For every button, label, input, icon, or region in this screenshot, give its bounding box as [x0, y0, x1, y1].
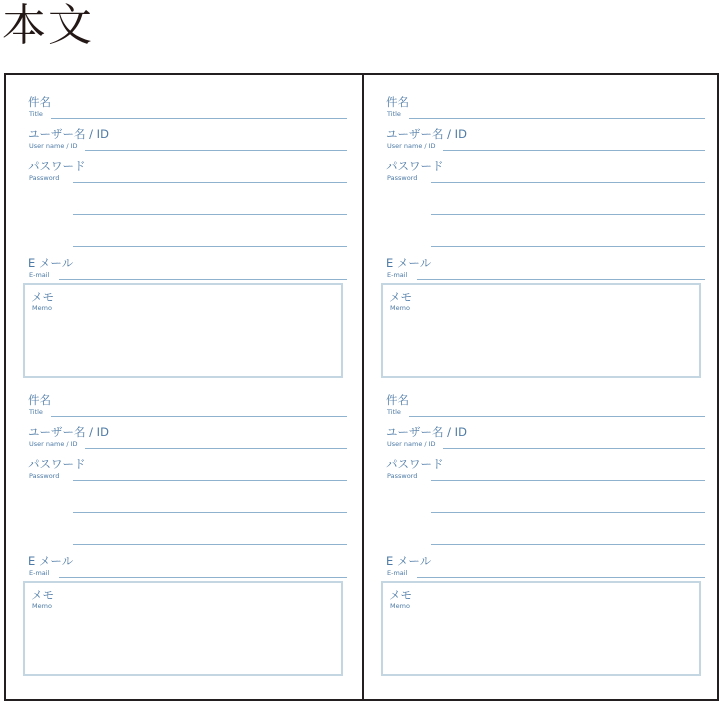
password-label-en: Password — [387, 174, 418, 182]
password-extra-line[interactable] — [431, 512, 705, 513]
memo-box[interactable] — [23, 581, 343, 676]
memo-label-en: Memo — [390, 602, 410, 610]
email-label-en: E-mail — [387, 271, 408, 279]
user-name-field[interactable] — [385, 128, 705, 152]
page-heading: 本文 — [2, 0, 94, 51]
password-entry-block — [364, 83, 720, 381]
email-field[interactable] — [27, 257, 347, 281]
password-extra-line[interactable] — [431, 246, 705, 247]
password-label-en: Password — [387, 472, 418, 480]
memo-label: メモ — [31, 588, 54, 602]
user-name-label: ユーザー名 / ID — [28, 425, 109, 439]
password-extra-line[interactable] — [73, 246, 347, 247]
password-entry-block — [6, 83, 362, 381]
user-name-label: ユーザー名 / ID — [386, 127, 467, 141]
password-label: パスワード — [386, 159, 444, 173]
memo-box[interactable] — [381, 581, 701, 676]
password-extra-line[interactable] — [73, 214, 347, 215]
title-field[interactable] — [385, 96, 705, 120]
memo-label: メモ — [389, 290, 412, 304]
notebook-spread — [4, 73, 719, 701]
password-field[interactable] — [385, 160, 705, 184]
memo-label-en: Memo — [32, 304, 52, 312]
title-label: 件名 — [386, 393, 409, 407]
password-field[interactable] — [385, 458, 705, 482]
user-name-label-en: User name / ID — [387, 142, 436, 150]
email-write-line — [417, 279, 705, 280]
password-label: パスワード — [28, 457, 86, 471]
title-write-line — [51, 118, 347, 119]
password-extra-line[interactable] — [431, 214, 705, 215]
password-write-line — [73, 480, 347, 481]
user-name-label-en: User name / ID — [29, 142, 78, 150]
password-extra-line[interactable] — [431, 544, 705, 545]
memo-label: メモ — [31, 290, 54, 304]
password-label-en: Password — [29, 174, 60, 182]
user-name-write-line — [443, 150, 705, 151]
email-field[interactable] — [385, 555, 705, 579]
title-write-line — [51, 416, 347, 417]
password-label: パスワード — [386, 457, 444, 471]
title-write-line — [409, 118, 705, 119]
password-write-line — [431, 182, 705, 183]
email-field[interactable] — [27, 555, 347, 579]
email-label-en: E-mail — [29, 569, 50, 577]
password-extra-line[interactable] — [73, 512, 347, 513]
password-field[interactable] — [27, 458, 347, 482]
memo-label-en: Memo — [32, 602, 52, 610]
memo-label-en: Memo — [390, 304, 410, 312]
title-field[interactable] — [385, 394, 705, 418]
memo-box[interactable] — [381, 283, 701, 378]
user-name-write-line — [85, 150, 347, 151]
user-name-field[interactable] — [27, 426, 347, 450]
title-field[interactable] — [27, 394, 347, 418]
password-entry-block — [6, 381, 362, 679]
email-label-en: E-mail — [387, 569, 408, 577]
title-write-line — [409, 416, 705, 417]
user-name-write-line — [85, 448, 347, 449]
password-field[interactable] — [27, 160, 347, 184]
title-label: 件名 — [28, 95, 51, 109]
title-label-en: Title — [29, 110, 43, 118]
title-label: 件名 — [28, 393, 51, 407]
right-page — [364, 75, 720, 699]
user-name-field[interactable] — [27, 128, 347, 152]
password-entry-block — [364, 381, 720, 679]
email-write-line — [59, 577, 347, 578]
title-label: 件名 — [386, 95, 409, 109]
password-write-line — [431, 480, 705, 481]
user-name-field[interactable] — [385, 426, 705, 450]
email-write-line — [59, 279, 347, 280]
password-label: パスワード — [28, 159, 86, 173]
password-write-line — [73, 182, 347, 183]
password-extra-line[interactable] — [73, 544, 347, 545]
email-label: E メール — [386, 554, 432, 568]
email-write-line — [417, 577, 705, 578]
user-name-label-en: User name / ID — [387, 440, 436, 448]
title-field[interactable] — [27, 96, 347, 120]
user-name-label: ユーザー名 / ID — [28, 127, 109, 141]
email-label: E メール — [28, 256, 74, 270]
user-name-write-line — [443, 448, 705, 449]
title-label-en: Title — [29, 408, 43, 416]
user-name-label: ユーザー名 / ID — [386, 425, 467, 439]
title-label-en: Title — [387, 408, 401, 416]
user-name-label-en: User name / ID — [29, 440, 78, 448]
memo-box[interactable] — [23, 283, 343, 378]
email-label: E メール — [28, 554, 74, 568]
email-field[interactable] — [385, 257, 705, 281]
email-label-en: E-mail — [29, 271, 50, 279]
email-label: E メール — [386, 256, 432, 270]
password-label-en: Password — [29, 472, 60, 480]
memo-label: メモ — [389, 588, 412, 602]
title-label-en: Title — [387, 110, 401, 118]
left-page — [6, 75, 362, 699]
